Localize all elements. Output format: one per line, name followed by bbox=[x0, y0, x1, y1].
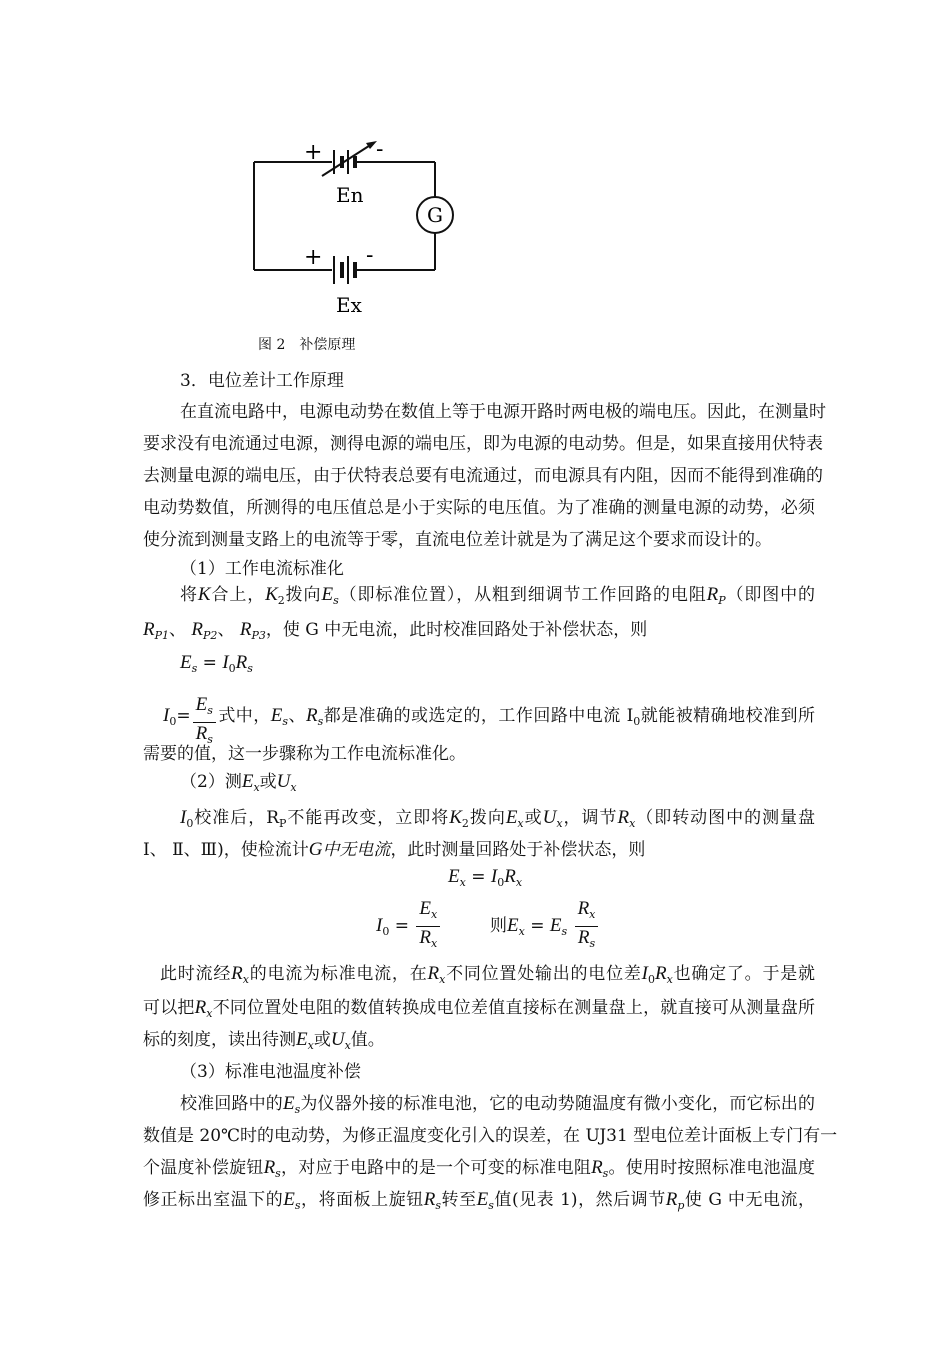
paragraph-line: 在直流电路中，电源电动势在数值上等于电源开路时两电极的端电压。因此，在测量时 bbox=[180, 402, 826, 422]
bottom-minus-sign: - bbox=[366, 243, 374, 268]
paragraph-line: Ⅰ、 Ⅱ、Ⅲ)，使检流计G中无电流，此时测量回路处于补偿状态，则 bbox=[143, 839, 646, 860]
section-heading: 3．电位差计工作原理 bbox=[180, 371, 344, 391]
equation-ex-ratio: 则$E_x = E_s$ $\frac{R_x}{R_s}$ bbox=[490, 898, 600, 955]
top-plus-sign: + bbox=[304, 140, 323, 165]
paragraph-line: 电动势数值，所测得的电压值总是小于实际的电压值。为了准确的测量电源的动势，必须 bbox=[143, 498, 815, 518]
paragraph-line: $I_0=$ $\frac{E_s}{R_s}$ 式中，$E_s$、$R_s$都是准确的或选定的，工作回路中电流 $I_0$就能被精确地校准到所 bbox=[163, 694, 815, 751]
paragraph-line: 此时流经$R_x$的电流为标准电流，在$R_x$不同位置处输出的电位差$I_0R_x$也确定了。于是就 bbox=[160, 963, 816, 986]
subsection-heading: （3）标准电池温度补偿 bbox=[180, 1062, 361, 1082]
fraction-ex-over-rx: $\frac{E_x}{R_x}$ bbox=[416, 898, 440, 955]
label-ex: Ex bbox=[336, 293, 362, 317]
paragraph-line: 需要的值，这一步骤称为工作电流标准化。 bbox=[143, 744, 466, 764]
equation-ex: $E_x = I_0R_x$ bbox=[448, 866, 523, 889]
paragraph-line: 校准回路中的$E_s$为仪器外接的标准电池，它的电动势随温度有微小变化，而它标出的 bbox=[180, 1093, 816, 1116]
paragraph-line: $I_0$校准后，$R_P$不能再改变，立即将$K_2$拨向$E_x$或$U_x$，调节$R_x$（即转动图中的测量盘 bbox=[180, 807, 816, 830]
paragraph-line: 数值是 20℃时的电动势，为修正温度变化引入的误差，在 UJ31 型电位差计面板上专门有一 bbox=[143, 1126, 838, 1146]
paragraph-line: 使分流到测量支路上的电流等于零，直流电位差计就是为了满足这个要求而设计的。 bbox=[143, 530, 772, 550]
subsection-heading: （1）工作电流标准化 bbox=[180, 559, 344, 579]
subsection-heading: （2）测$E_x$或$U_x$ bbox=[180, 771, 297, 794]
equation-i0: $I_0$ = $\frac{E_x}{R_x}$ bbox=[376, 898, 442, 955]
label-en: En bbox=[336, 183, 364, 207]
fraction-rx-over-rs: $\frac{R_x}{R_s}$ bbox=[575, 898, 599, 955]
paragraph-line: 将K合上，$K_2$拨向$E_s$（即标准位置），从粗到细调节工作回路的电阻$R_P$（即图中的 bbox=[180, 584, 816, 607]
paragraph-line: 可以把$R_x$不同位置处电阻的数值转换成电位差值直接标在测量盘上，就直接可从测量盘所 bbox=[143, 997, 816, 1020]
paragraph-line: 修正标出室温下的$E_s$，将面板上旋钮$R_s$转至$E_s$值(见表 1)，然后调节$R_p$使 G 中无电流， bbox=[143, 1189, 816, 1212]
equation-es: $E_s = I_0R_s$ bbox=[180, 652, 253, 675]
bottom-plus-sign: + bbox=[304, 245, 323, 270]
top-minus-sign: - bbox=[376, 137, 384, 162]
paragraph-line: 去测量电源的端电压，由于伏特表总要有电流通过，而电源具有内阻，因而不能得到准确的 bbox=[143, 466, 823, 486]
compensation-circuit-diagram bbox=[240, 130, 470, 320]
galvanometer-label: G bbox=[427, 203, 443, 227]
fraction-es-over-rs: $\frac{E_s}{R_s}$ bbox=[193, 694, 216, 751]
paragraph-line: 个温度补偿旋钮$R_s$，对应于电路中的是一个可变的标准电阻$R_s$。使用时按照标准电池温度 bbox=[143, 1157, 816, 1180]
paragraph-line: 标的刻度，读出待测$E_x$或$U_x$值。 bbox=[143, 1029, 385, 1052]
paragraph-line: 要求没有电流通过电源，测得电源的端电压，即为电源的电动势。但是，如果直接用伏特表 bbox=[143, 434, 823, 454]
figure-caption: 图 2 补偿原理 bbox=[258, 337, 356, 353]
paragraph-line: $R_{P1}$、 $R_{P2}$、 $R_{P3}$，使 G 中无电流，此时校准回路处于补偿状态，则 bbox=[143, 619, 648, 642]
